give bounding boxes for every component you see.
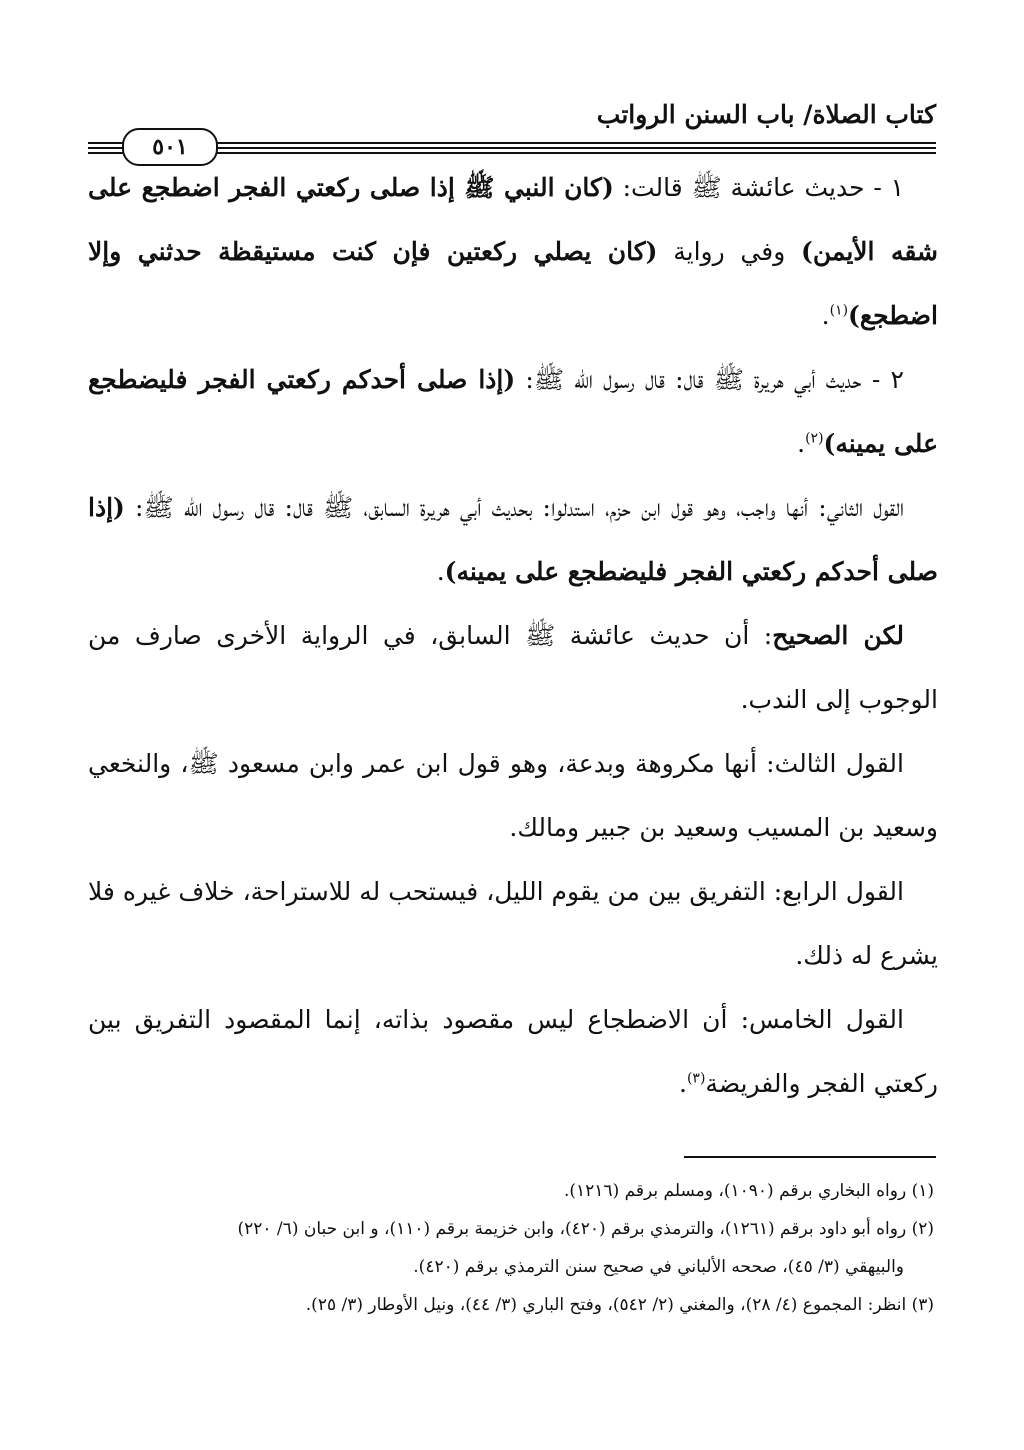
text-run: وفي رواية [657, 237, 802, 266]
text-run: القول الخامس: أن الاضطجاع ليس مقصود بذاته، إنما المقصود التفريق بين ركعتي الفجر والفريضة [88, 1005, 938, 1098]
text-run: . [679, 1069, 687, 1098]
text-run: . [821, 301, 830, 330]
paragraph [88, 732, 938, 860]
paragraph [88, 860, 938, 988]
text-run: القول الثاني: أنها واجب، وهو قول ابن حزم، استدلوا: بحديث أبي هريرة السابق، ﷺ قال: قال رسول الله ﷺ: [124, 493, 904, 522]
page-number: ٥٠١ [122, 128, 218, 166]
text-run: القول الثالث: أنها مكروهة وبدعة، وهو قول ابن عمر وابن مسعود ﷺ، والنخعي وسعيد بن المسيب وسعيد بن جبير ومالك. [88, 749, 938, 842]
footnote-separator [684, 1156, 936, 1158]
paragraph [88, 156, 938, 348]
text-run: القول الرابع: التفريق بين من يقوم الليل، فيستحب له للاستراحة، خلاف غيره فلا يشرع له ذلك. [88, 877, 938, 970]
text-run: : أن حديث عائشة ﷺ السابق، في الرواية الأخرى صارف من الوجوب إلى الندب. [88, 621, 938, 714]
footnotes [88, 1172, 938, 1324]
page-header [88, 100, 936, 160]
text-run: . [797, 429, 806, 458]
text-run: ٢ - حديث أبي هريرة ﷺ قال: قال رسول الله ﷺ: [515, 365, 904, 394]
paragraph [88, 988, 938, 1116]
footnote: والبيهقي (٣/ ٤٥)، صححه الألباني في صحيح سنن الترمذي برقم (٤٢٠). [413, 1257, 904, 1277]
bold-text: (كان النبي ﷺ إذا صلى ركعتي الفجر اضطجع على شقه الأيمن) [88, 173, 938, 266]
footnote: (٣) انظر: المجموع (٤/ ٢٨)، والمغني (٢/ ٥٤٢)، وفتح الباري (٣/ ٤٤)، ونيل الأوطار (٣/ ٢٥). [305, 1295, 934, 1315]
footnote: (٢) رواه أبو داود برقم (١٢٦١)، والترمذي برقم (٤٢٠)، وابن خزيمة برقم (١١٠)، و ابن حبان (٦/ ٢٢٠) [237, 1219, 934, 1239]
footnote-reference: (٣) [686, 1070, 706, 1087]
text-run: . [436, 557, 445, 586]
body-text [88, 156, 938, 1116]
bold-text: (كان يصلي ركعتين فإن كنت مستيقظة حدثني وإلا اضطجع) [88, 237, 938, 330]
footnote: (١) رواه البخاري برقم (١٠٩٠)، ومسلم برقم (١٢١٦). [563, 1181, 934, 1201]
bold-text: لكن الصحيح [772, 621, 904, 650]
paragraph [88, 348, 938, 476]
text-run: ١ - حديث عائشة ﷺ قالت: [613, 173, 905, 202]
paragraph [88, 476, 938, 604]
bold-text: (إذا صلى أحدكم ركعتي الفجر فليضطجع على يمينه) [88, 493, 938, 586]
running-title: كتاب الصلاة/ باب السنن الرواتب [596, 100, 936, 129]
footnote-reference: (١) [829, 302, 849, 319]
paragraph [88, 604, 938, 732]
footnote-reference: (٢) [805, 430, 824, 447]
bold-text: (إذا صلى أحدكم ركعتي الفجر فليضطجع على يمينه) [88, 365, 938, 458]
